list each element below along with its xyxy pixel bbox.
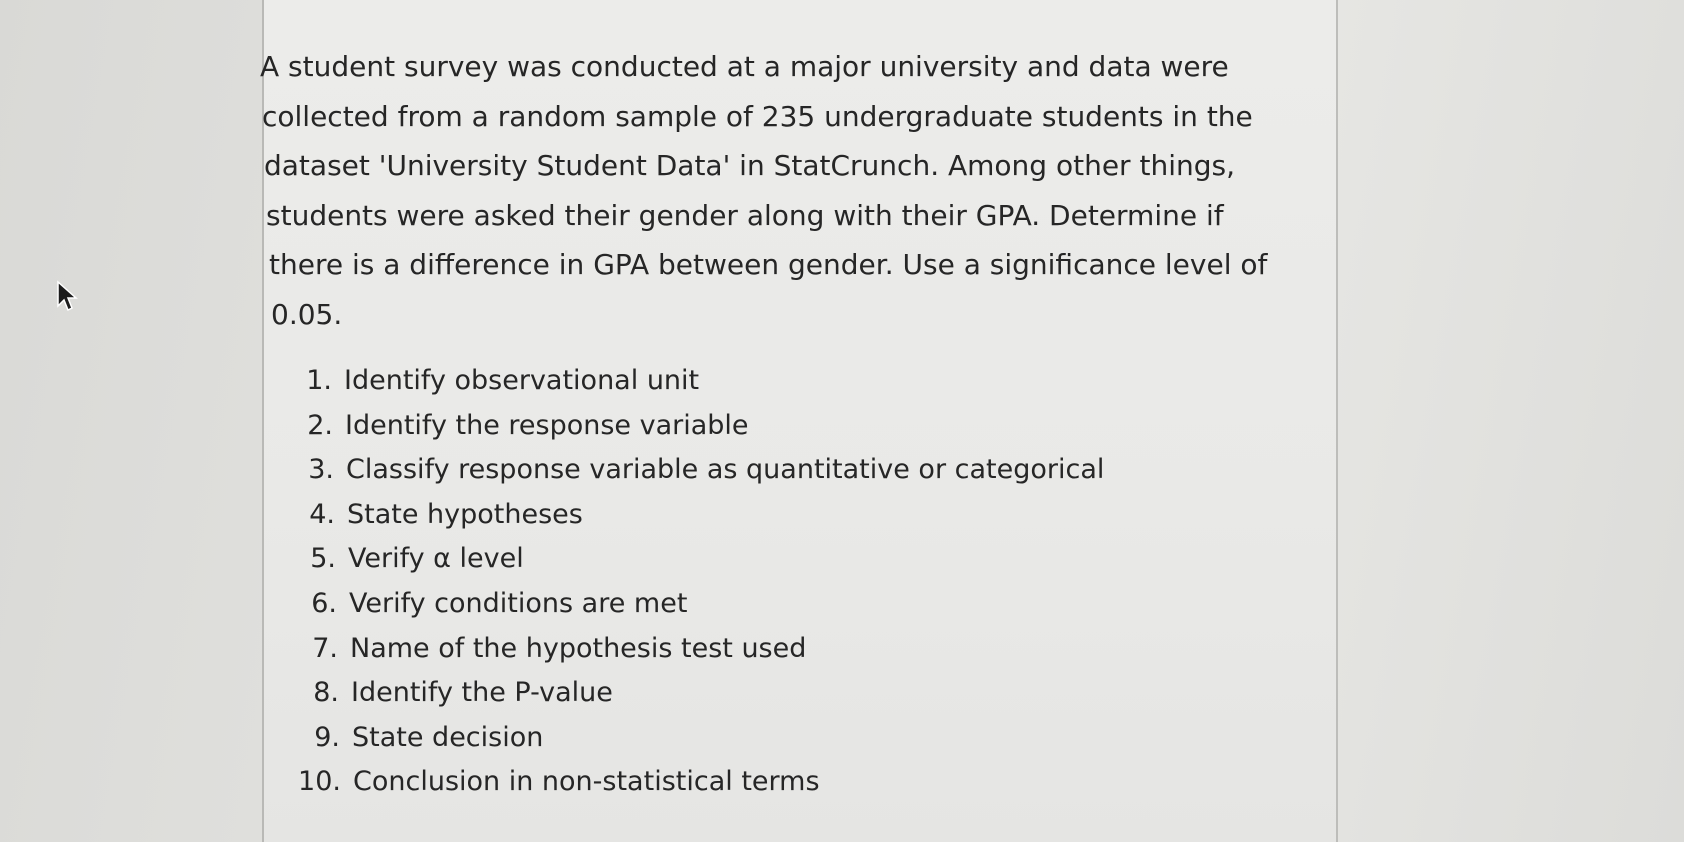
step-number: 6. [311,587,337,619]
step-number: 1. [306,365,332,396]
step-label: Identify the P-value [351,677,613,709]
list-item [284,404,1104,449]
list-item [284,671,1104,716]
question-line: collected from a random sample of 235 undergraduate students in the [262,99,1253,133]
step-label: Verify conditions are met [349,587,688,619]
step-number: 7. [312,632,338,664]
step-number: 2. [307,409,333,441]
step-number: 3. [308,454,334,486]
list-item [284,537,1104,582]
question-line: 0.05. [271,297,343,331]
step-label: Conclusion in non-statistical terms [353,766,820,798]
list-item [284,760,1104,805]
list-item [284,582,1104,627]
list-item [284,493,1104,538]
list-item [284,627,1104,672]
list-item [284,716,1104,761]
question-line: dataset 'University Student Data' in StatCrunch. Among other things, [264,149,1235,182]
question-line: students were asked their gender along with their GPA. Determine if [266,198,1224,232]
step-number: 5. [310,543,336,575]
step-label: Identify the response variable [345,409,749,441]
step-label: Name of the hypothesis test used [350,632,807,664]
step-label: State hypotheses [347,498,583,530]
mouse-pointer-icon [56,280,80,314]
step-number: 10. [298,766,341,798]
question-text [260,42,1270,339]
step-label: Identify observational unit [344,365,700,396]
content-panel [262,0,1338,842]
step-label: State decision [352,721,544,753]
step-label: Classify response variable as quantitative or categorical [346,454,1105,486]
step-number: 9. [314,721,340,753]
list-item [284,448,1104,493]
step-number: 4. [309,498,335,530]
list-item [284,359,1104,404]
question-line: there is a difference in GPA between gender. Use a significance level of [269,248,1268,281]
step-number: 8. [313,677,339,709]
steps-list [284,359,1104,805]
question-line: A student survey was conducted at a major university and data were [260,50,1229,83]
step-label: Verify α level [348,543,524,575]
